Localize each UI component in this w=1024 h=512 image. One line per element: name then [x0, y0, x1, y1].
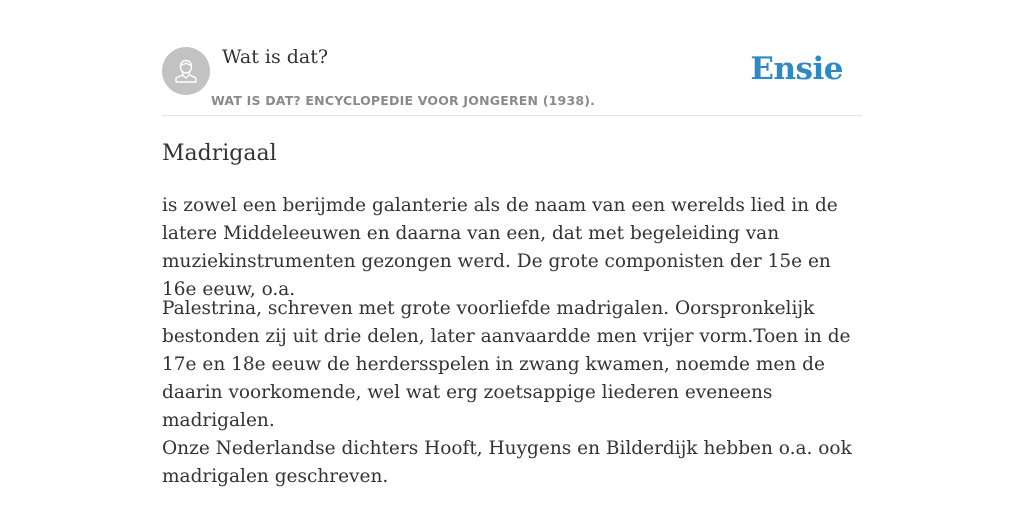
ensie-logo[interactable]: Ensie [750, 51, 843, 87]
article-paragraph: Onze Nederlandse dichters Hooft, Huygens en Bilderdijk hebben o.a. ook madrigalen geschreven. [162, 438, 852, 487]
article-title: Madrigaal [162, 141, 277, 166]
avatar[interactable] [162, 47, 210, 95]
user-icon [171, 56, 201, 86]
source-title[interactable]: Wat is dat? [222, 46, 329, 68]
source-header [162, 0, 862, 116]
article-paragraph: Palestrina, schreven met grote voorliefde madrigalen. Oorspronkelijk bestonden zij uit drie delen, later aanvaardde men vrijer vorm.Toen in de 17e en 18e eeuw de herdersspelen in zwang kwamen, noemde men de daarin voorkomende, wel wat erg zoetsappige liederen eveneens madrigalen. [162, 298, 851, 431]
page-container [162, 0, 862, 487]
article-paragraph: is zowel een berijmde galanterie als de naam van een werelds lied in de latere Middeleeuwen en daarna van een, dat met begeleiding van muziekinstrumenten gezongen werd. De grote componisten der 15e en 16e eeuw, o.a. [162, 195, 838, 300]
source-subtitle[interactable]: WAT IS DAT? ENCYCLOPEDIE VOOR JONGEREN (1938). [211, 93, 596, 108]
